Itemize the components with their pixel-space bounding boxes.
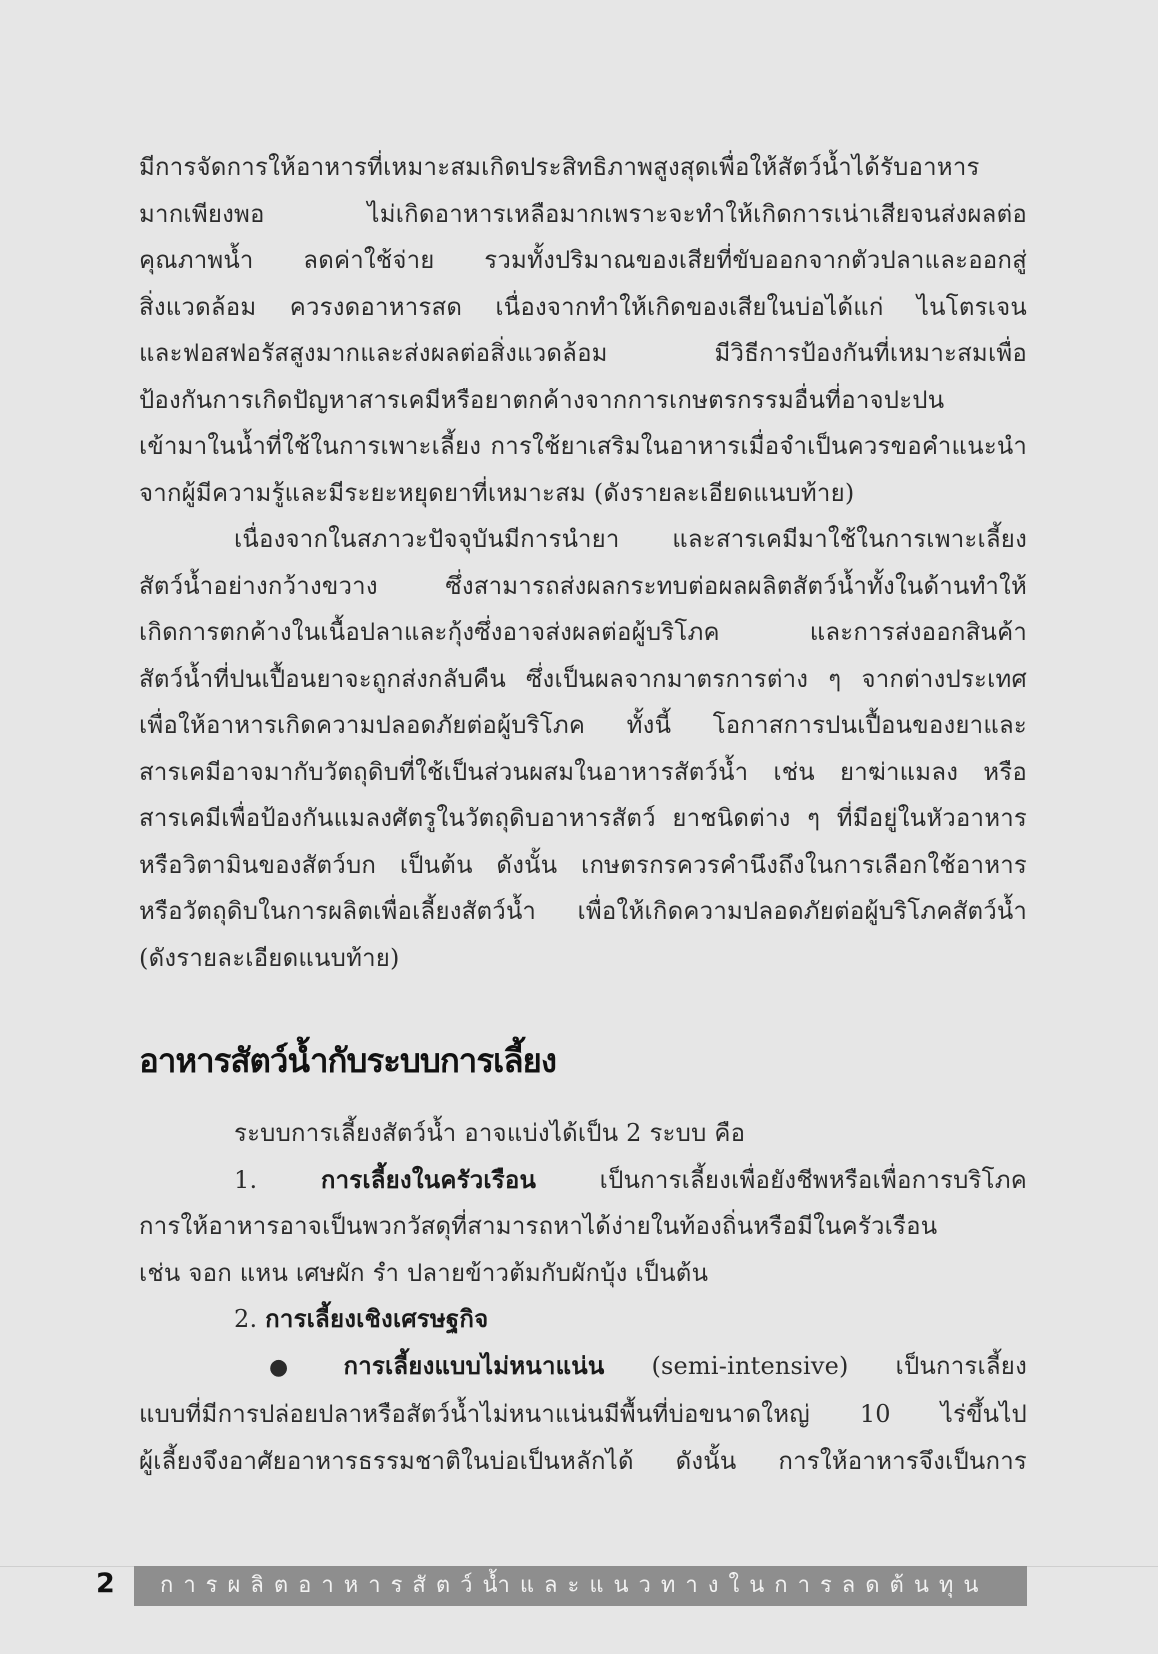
text-line: ผู้เลี้ยงจึงอาศัยอาหารธรรมชาติในบ่อเป็นหลักได้ ดังนั้น การให้อาหารจึงเป็นการ bbox=[139, 1446, 1027, 1475]
running-title: การผลิตอาหารสัตว์น้ำและแนวทางในการลดต้นทุน bbox=[134, 1566, 1027, 1606]
text-line: คุณภาพน้ำ ลดค่าใช้จ่าย รวมทั้งปริมาณของเสียที่ขับออกจากตัวปลาและออกสู่ bbox=[139, 246, 1027, 274]
paragraph-2 bbox=[139, 516, 1027, 981]
section-heading: อาหารสัตว์น้ำกับระบบการเลี้ยง bbox=[139, 1041, 557, 1080]
text-line: แบบที่มีการปล่อยปลาหรือสัตว์น้ำไม่หนาแน่นมีพื้นที่บ่อขนาดใหญ่ 10 ไร่ขึ้นไป bbox=[139, 1400, 1027, 1428]
text-line: เกิดการตกค้างในเนื้อปลาและกุ้งซึ่งอาจส่งผลต่อผู้บริโภค และการส่งออกสินค้า bbox=[139, 618, 1027, 646]
page-footer bbox=[0, 1566, 1158, 1606]
text-line: มากเพียงพอ ไม่เกิดอาหารเหลือมากเพราะจะทำให้เกิดการเน่าเสียจนส่งผลต่อ bbox=[139, 199, 1027, 228]
paragraph-1 bbox=[139, 144, 1027, 516]
bullet-lead: (semi-intensive) เป็นการเลี้ยง bbox=[604, 1351, 1027, 1380]
text-line: สิ่งแวดล้อม ควรงดอาหารสด เนื่องจากทำให้เกิดของเสียในบ่อได้แก่ ไนโตรเจน bbox=[139, 292, 1027, 321]
item-number: 1. bbox=[234, 1165, 258, 1194]
bullet-title: การเลี้ยงแบบไม่หนาแน่น bbox=[343, 1350, 605, 1380]
text-line: (ดังรายละเอียดแนบท้าย) bbox=[139, 943, 400, 972]
item-lead: เป็นการเลี้ยงเพื่อยังชีพหรือเพื่อการบริโภค bbox=[536, 1165, 1027, 1194]
intro-line: ระบบการเลี้ยงสัตว์น้ำ อาจแบ่งได้เป็น 2 ระบบ คือ bbox=[234, 1119, 746, 1147]
text-line: หรือวัตถุดิบในการผลิตเพื่อเลี้ยงสัตว์น้ำ เพื่อให้เกิดความปลอดภัยต่อผู้บริโภคสัตว์น้ำ bbox=[139, 897, 1027, 925]
text-line: เนื่องจากในสภาวะปัจจุบันมีการนำยา และสารเคมีมาใช้ในการเพาะเลี้ยง bbox=[234, 525, 1027, 553]
text-line: และฟอสฟอรัสสูงมากและส่งผลต่อสิ่งแวดล้อม มีวิธีการป้องกันที่เหมาะสมเพื่อ bbox=[139, 339, 1027, 367]
text-line: เช่น จอก แหน เศษผัก รำ ปลายข้าวต้มกับผักบุ้ง เป็นต้น bbox=[139, 1258, 709, 1287]
bullet-icon: ● bbox=[269, 1354, 328, 1380]
text-line: จากผู้มีความรู้และมีระยะหยุดยาที่เหมาะสม (ดังรายละเอียดแนบท้าย) bbox=[139, 478, 855, 507]
page-number: 2 bbox=[96, 1568, 115, 1599]
text-line: เข้ามาในน้ำที่ใช้ในการเพาะเลี้ยง การใช้ยาเสริมในอาหารเมื่อจำเป็นควรขอคำแนะนำ bbox=[139, 432, 1027, 460]
systems-list bbox=[139, 1110, 1027, 1484]
text-line: สัตว์น้ำที่ปนเปื้อนยาจะถูกส่งกลับคืน ซึ่งเป็นผลจากมาตรการต่าง ๆ จากต่างประเทศ bbox=[139, 664, 1027, 693]
text-line: ป้องกันการเกิดปัญหาสารเคมีหรือยาตกค้างจากการเกษตรกรรมอื่นที่อาจปะปน bbox=[139, 385, 945, 414]
text-line: สารเคมีอาจมากับวัตถุดิบที่ใช้เป็นส่วนผสมในอาหารสัตว์น้ำ เช่น ยาฆ่าแมลง หรือ bbox=[139, 757, 1027, 786]
item-title: การเลี้ยงในครัวเรือน bbox=[320, 1164, 537, 1194]
text-line: หรือวิตามินของสัตว์บก เป็นต้น ดังนั้น เกษตรกรควรคำนึงถึงในการเลือกใช้อาหาร bbox=[139, 850, 1027, 879]
item-title: การเลี้ยงเชิงเศรษฐกิจ bbox=[265, 1304, 489, 1333]
text-line: เพื่อให้อาหารเกิดความปลอดภัยต่อผู้บริโภค ทั้งนี้ โอกาสการปนเปื้อนของยาและ bbox=[139, 711, 1027, 739]
text-line: การให้อาหารอาจเป็นพวกวัสดุที่สามารถหาได้ง่ายในท้องถิ่นหรือมีในครัวเรือน bbox=[139, 1212, 938, 1240]
bullet-item-semi-intensive bbox=[139, 1343, 1027, 1392]
item-number: 2. bbox=[234, 1305, 258, 1333]
list-item-commercial bbox=[139, 1296, 1027, 1343]
section-body bbox=[139, 1110, 1027, 1484]
text-line: มีการจัดการให้อาหารที่เหมาะสมเกิดประสิทธิภาพสูงสุดเพื่อให้สัตว์น้ำได้รับอาหาร bbox=[139, 153, 980, 181]
body-text bbox=[139, 144, 1027, 981]
list-item-household bbox=[139, 1157, 1027, 1204]
text-line: สารเคมีเพื่อป้องกันแมลงศัตรูในวัตถุดิบอาหารสัตว์ ยาชนิดต่าง ๆ ที่มีอยู่ในหัวอาหาร bbox=[139, 804, 1027, 832]
text-line: สัตว์น้ำอย่างกว้างขวาง ซึ่งสามารถส่งผลกระทบต่อผลผลิตสัตว์น้ำทั้งในด้านทำให้ bbox=[139, 571, 1027, 600]
